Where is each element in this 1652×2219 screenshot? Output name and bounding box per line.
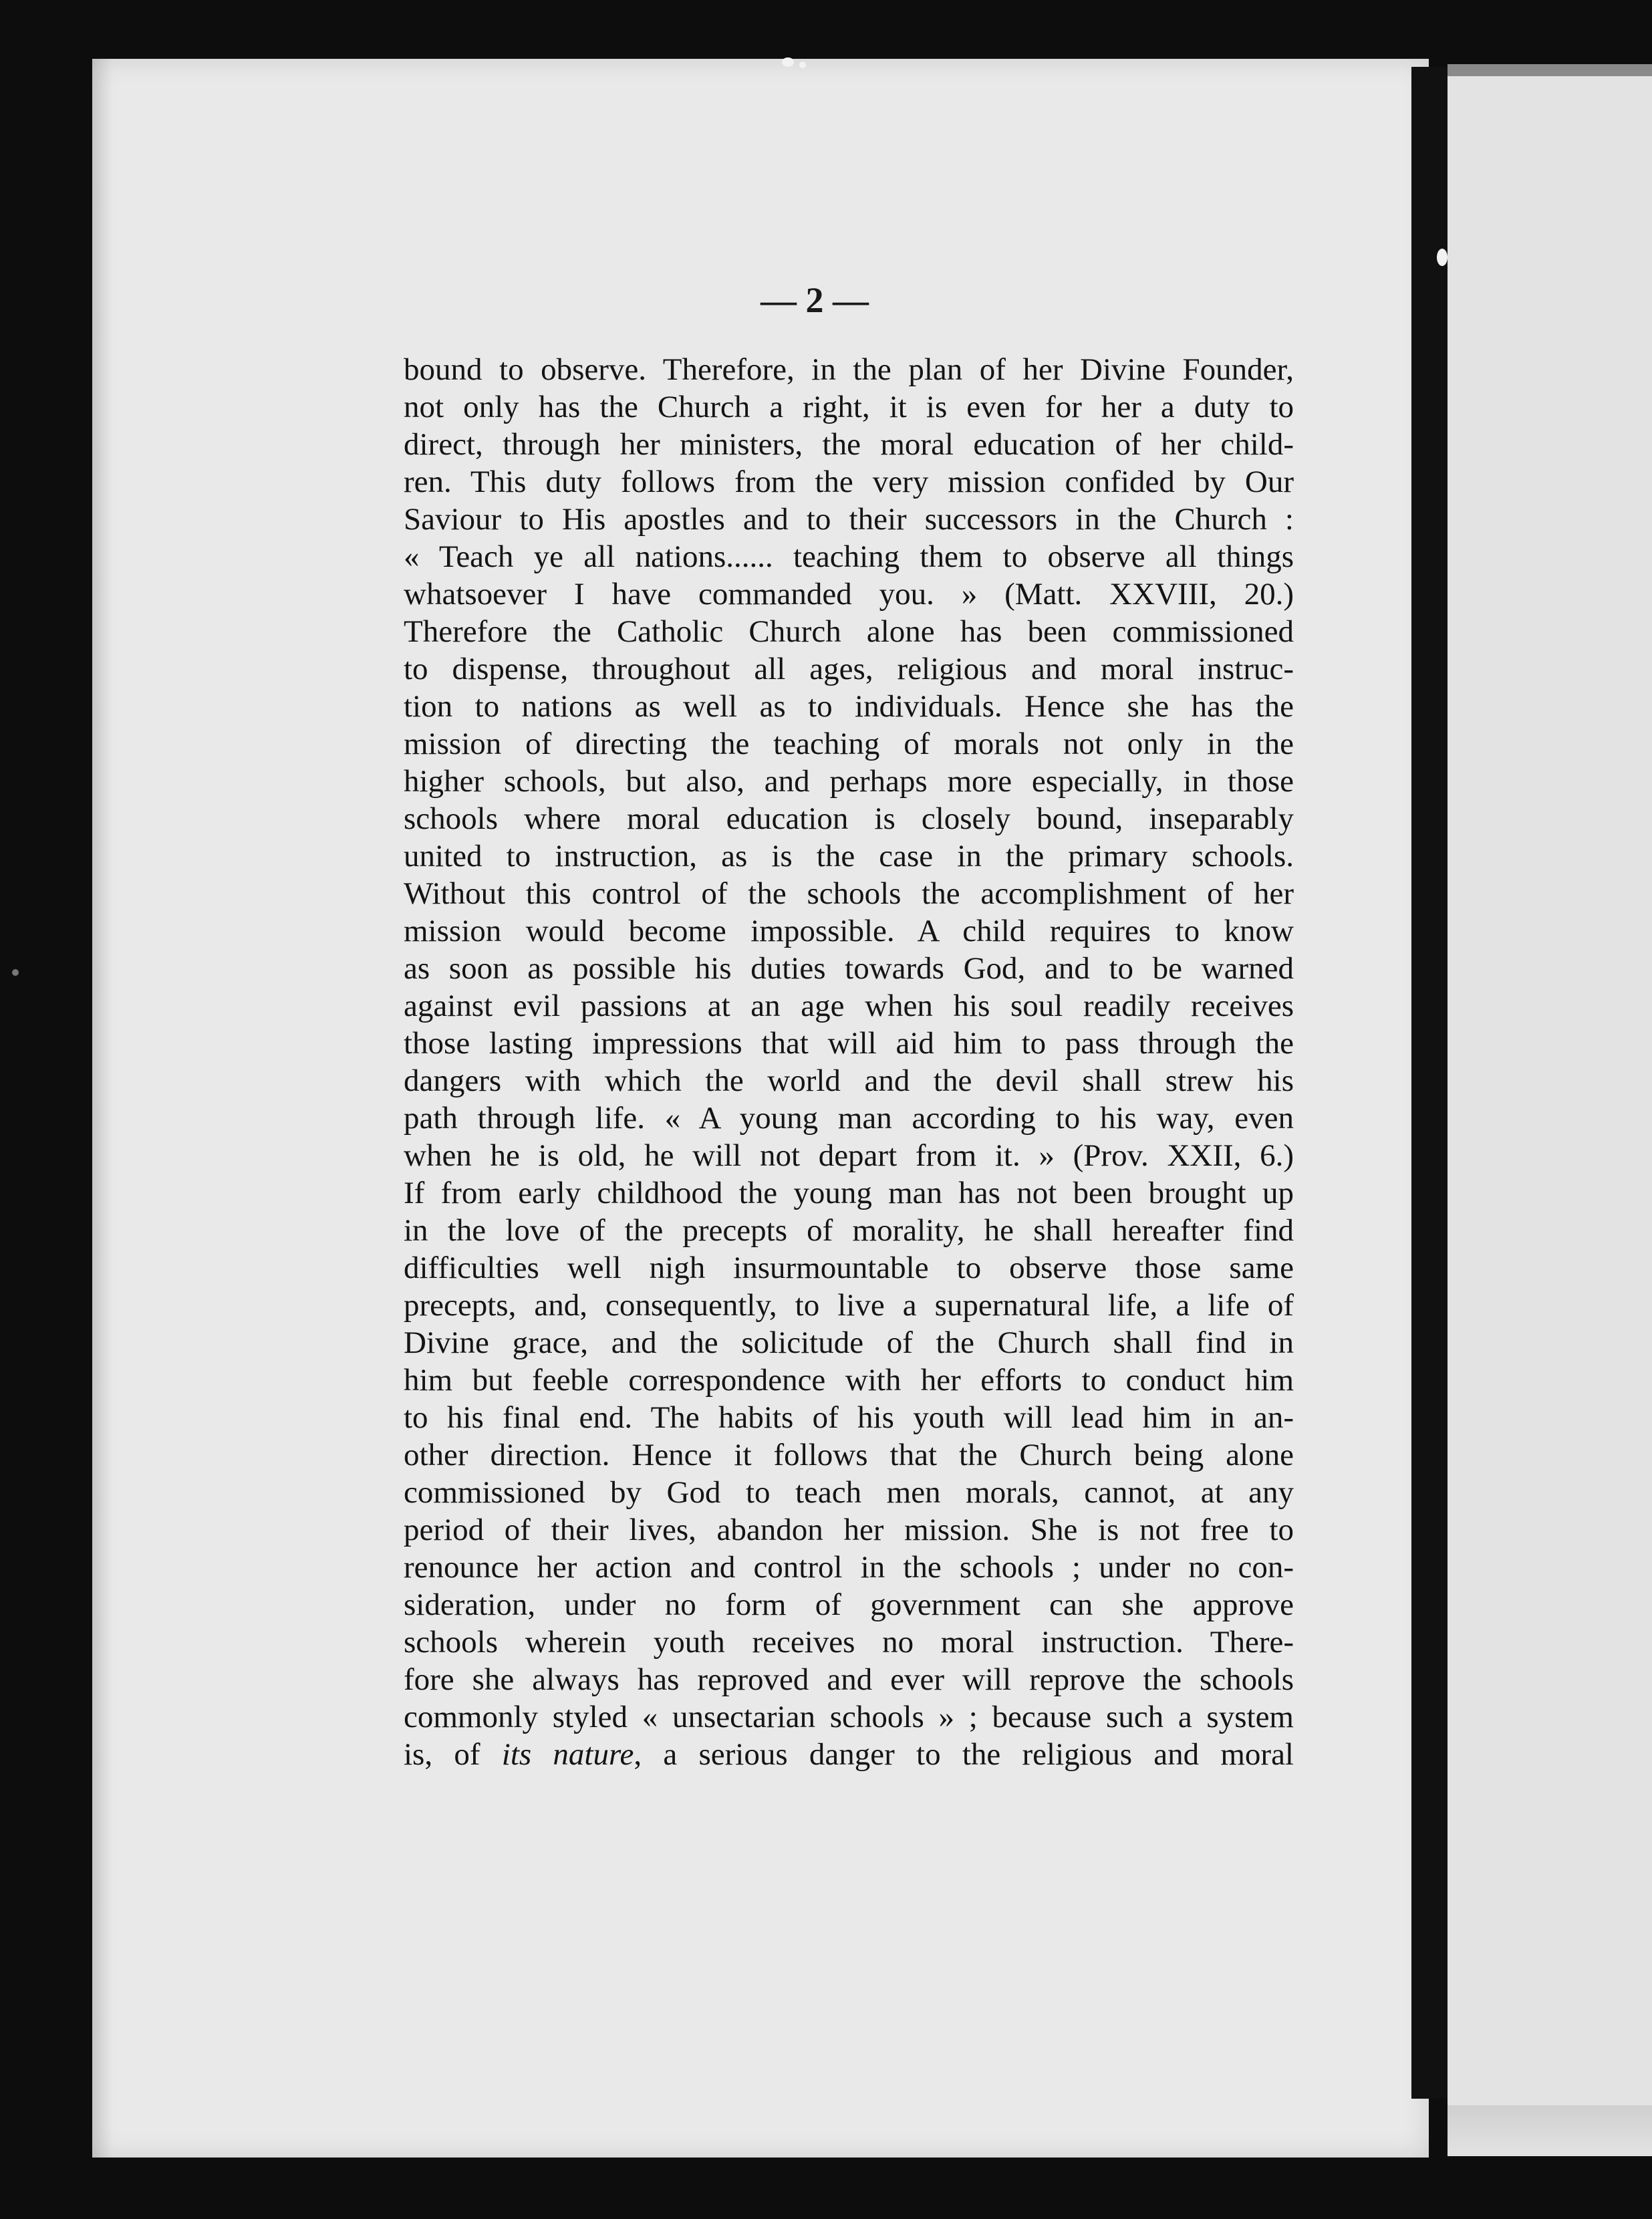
text-line: schools where moral education is closely bound, inseparably <box>404 801 1294 836</box>
text-line <box>404 1736 1294 1773</box>
text-line: difficulties well nigh insurmountable to observe those same <box>404 1251 1294 1285</box>
text-line: mission would become impossible. A child requires to know <box>404 914 1294 948</box>
emphasized-text: its nature <box>501 1737 634 1772</box>
text-line: against evil passions at an age when his soul readily receives <box>404 989 1294 1023</box>
facing-page-bottom-edge <box>1448 2105 1652 2156</box>
text-line: period of their lives, abandon her mission. She is not free to <box>404 1513 1294 1547</box>
text-line: direct, through her ministers, the moral education of her child- <box>404 427 1294 462</box>
text-line: Without this control of the schools the accomplishment of her <box>404 876 1294 911</box>
body-text <box>404 351 1294 1773</box>
text-line: commonly styled « unsectarian schools » ; because such a system <box>404 1700 1294 1734</box>
text-line: united to instruction, as is the case in the primary schools. <box>404 839 1294 874</box>
text-line: « Teach ye all nations...... teaching them to observe all things <box>404 539 1294 574</box>
text-line: those lasting impressions that will aid him to pass through the <box>404 1026 1294 1061</box>
text-line: higher schools, but also, and perhaps more especially, in those <box>404 764 1294 799</box>
text-line: bound to observe. Therefore, in the plan of her Divine Founder, <box>404 352 1294 387</box>
facing-page <box>1448 64 1652 2156</box>
text-line: sideration, under no form of government can she approve <box>404 1587 1294 1622</box>
facing-page-top-edge <box>1448 64 1652 76</box>
text-line: renounce her action and control in the schools ; under no con- <box>404 1550 1294 1585</box>
text-line: schools wherein youth receives no moral instruction. There- <box>404 1625 1294 1660</box>
scan-speck <box>12 969 19 976</box>
text-line: precepts, and, consequently, to live a supernatural life, a life of <box>404 1288 1294 1323</box>
page-number <box>0 279 1652 321</box>
text-line: dangers with which the world and the devil shall strew his <box>404 1063 1294 1098</box>
text-line: commissioned by God to teach men morals, cannot, at any <box>404 1475 1294 1510</box>
text-line: whatsoever I have commanded you. » (Matt. XXVIII, 20.) <box>404 577 1294 612</box>
text-line: mission of directing the teaching of morals not only in the <box>404 727 1294 761</box>
text-line: to his final end. The habits of his youth will lead him in an- <box>404 1400 1294 1435</box>
text-line: Therefore the Catholic Church alone has been commissioned <box>404 614 1294 649</box>
text-line: ren. This duty follows from the very mission confided by Our <box>404 465 1294 499</box>
page-edge-shadow <box>92 59 112 2158</box>
text-line: path through life. « A young man according to his way, even <box>404 1101 1294 1136</box>
text-fragment: , a serious danger to the religious and moral <box>634 1737 1294 1772</box>
scan-speck <box>1437 249 1448 266</box>
text-line: other direction. Hence it follows that the Church being alone <box>404 1438 1294 1472</box>
page-number-text: — 2 — <box>761 280 869 320</box>
text-line: not only has the Church a right, it is even for her a duty to <box>404 390 1294 424</box>
scan-speck <box>782 57 794 67</box>
book-spine <box>1411 67 1448 2099</box>
text-line: when he is old, he will not depart from it. » (Prov. XXII, 6.) <box>404 1138 1294 1173</box>
text-line: Divine grace, and the solicitude of the Church shall find in <box>404 1325 1294 1360</box>
text-line: to dispense, throughout all ages, religious and moral instruc- <box>404 652 1294 686</box>
text-line: as soon as possible his duties towards God, and to be warned <box>404 951 1294 986</box>
text-line: Saviour to His apostles and to their successors in the Church : <box>404 502 1294 537</box>
text-line: fore she always has reproved and ever will reprove the schools <box>404 1662 1294 1697</box>
text-fragment: is, of <box>404 1737 502 1772</box>
text-line: If from early childhood the young man has not been brought up <box>404 1176 1294 1210</box>
text-line: him but feeble correspondence with her efforts to conduct him <box>404 1363 1294 1398</box>
scan-speck <box>799 61 806 68</box>
text-line: in the love of the precepts of morality, he shall hereafter find <box>404 1213 1294 1248</box>
text-line: tion to nations as well as to individuals. Hence she has the <box>404 689 1294 724</box>
